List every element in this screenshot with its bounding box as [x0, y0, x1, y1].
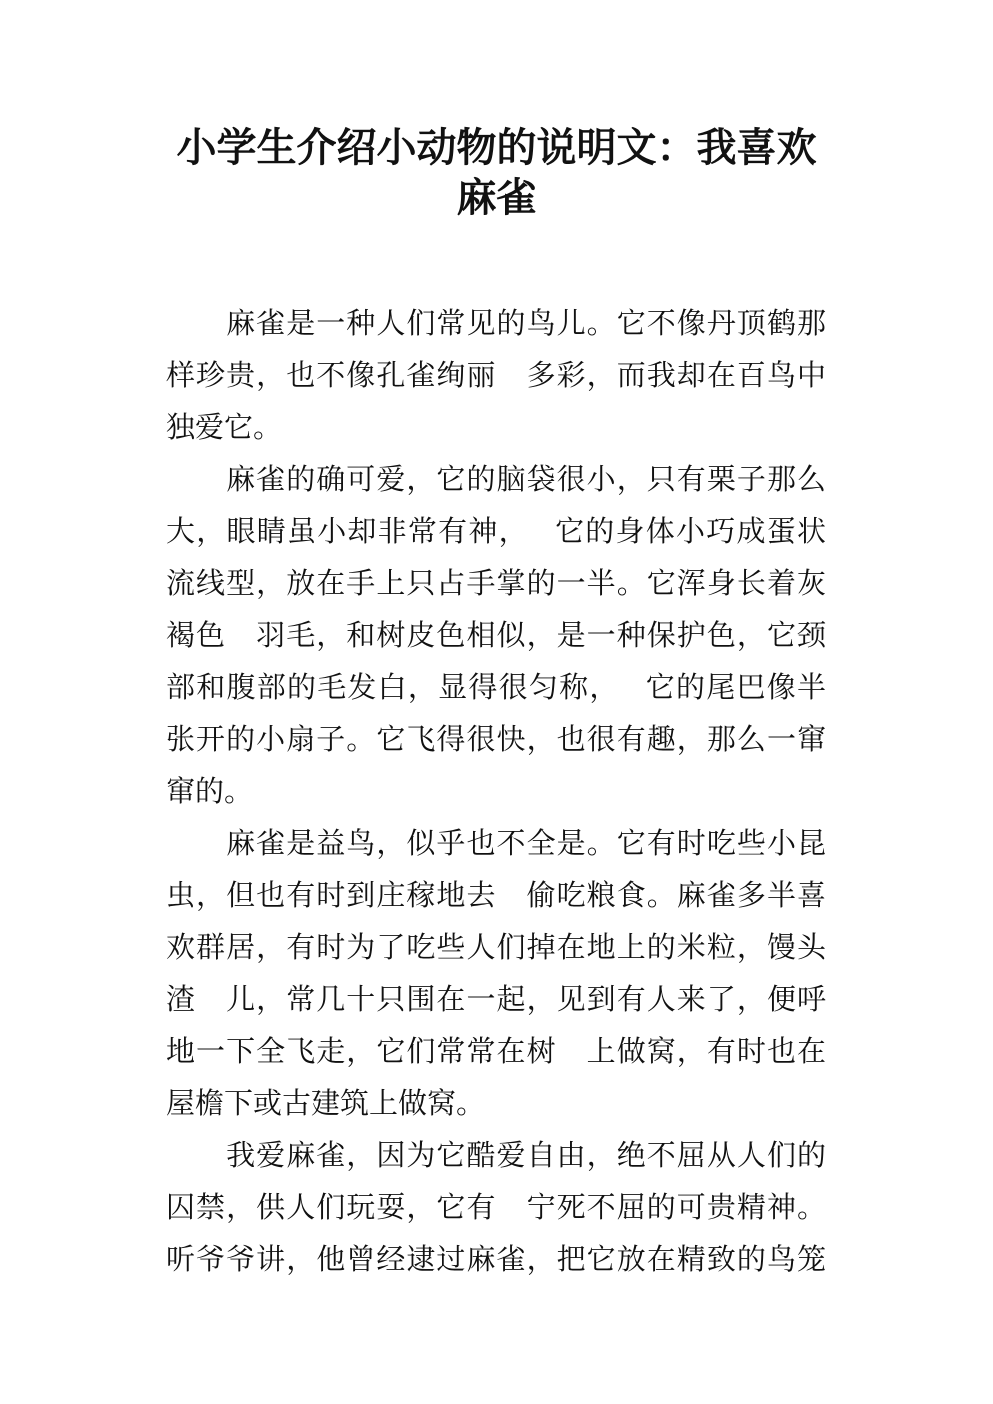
text-line: 麻雀是一种人们常见的鸟儿。它不像丹顶鹤那: [166, 306, 826, 340]
text-line: 独爱它。: [166, 410, 283, 444]
text-line: 地一下全飞走，它们常常在树 上做窝，有时也在: [166, 1034, 826, 1068]
text-line: 样珍贵，也不像孔雀绚丽 多彩，而我却在百鸟中: [166, 358, 826, 392]
text-line: 大，眼睛虽小却非常有神， 它的身体小巧成蛋状: [166, 514, 826, 548]
text-line: 囚禁，供人们玩耍，它有 宁死不屈的可贵精神。: [166, 1190, 826, 1224]
text-line: 褐色 羽毛，和树皮色相似，是一种保护色，它颈: [166, 618, 826, 652]
text-line: 张开的小扇子。它飞得很快，也很有趣，那么一窜: [166, 722, 826, 756]
document-title-line-1: 小学生介绍小动物的说明文：我喜欢: [176, 125, 817, 171]
text-line: 麻雀的确可爱，它的脑袋很小，只有栗子那么: [166, 462, 826, 496]
text-line: 部和腹部的毛发白，显得很匀称， 它的尾巴像半: [166, 670, 826, 704]
text-line: 听爷爷讲，他曾经逮过麻雀，把它放在精致的鸟笼: [166, 1242, 826, 1276]
document-title-line-2: 麻雀: [456, 175, 537, 221]
text-line: 渣 儿，常几十只围在一起，见到有人来了，便呼: [166, 982, 826, 1016]
text-line: 麻雀是益鸟，似乎也不全是。它有时吃些小昆: [166, 826, 826, 860]
text-line: 屋檐下或古建筑上做窝。: [166, 1086, 486, 1120]
text-line: 流线型，放在手上只占手掌的一半。它浑身长着灰: [166, 566, 826, 600]
text-line: 虫，但也有时到庄稼地去 偷吃粮食。麻雀多半喜: [166, 878, 826, 912]
text-line: 窜的。: [166, 774, 254, 808]
text-line: 欢群居，有时为了吃些人们掉在地上的米粒，馒头: [166, 930, 826, 964]
document-body: [166, 297, 826, 1285]
text-line: 我爱麻雀，因为它酷爱自由，绝不屈从人们的: [166, 1138, 826, 1172]
